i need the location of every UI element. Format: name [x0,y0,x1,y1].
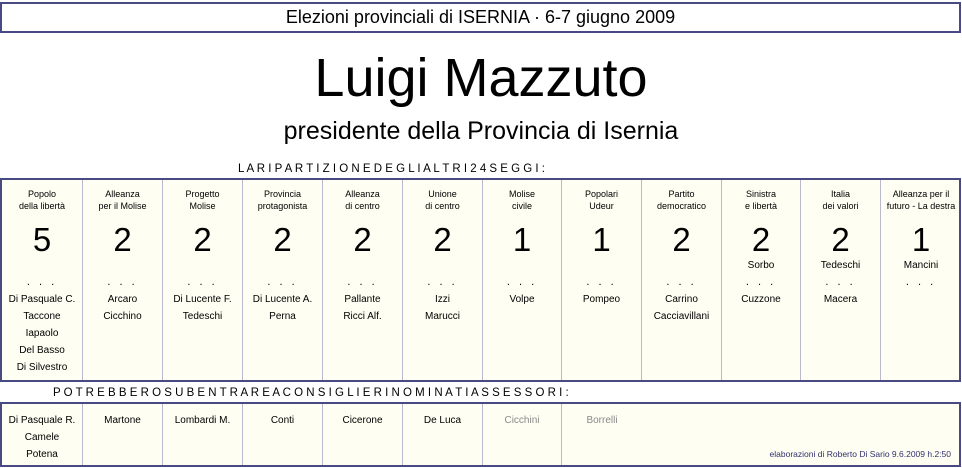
councillor-name: Arcaro [107,294,138,305]
party-name [243,188,322,212]
substitute-column [163,404,243,465]
party-column [403,180,483,380]
ellipsis-marker: . . . [905,276,937,288]
party-column [881,180,961,380]
substitute-list [2,412,82,463]
party-column [2,180,83,380]
substitute-list [163,412,242,429]
ellipsis-marker: . . . [187,276,218,288]
councillor-name: Izzi [435,294,450,305]
substitute-column [323,404,403,465]
party-name-line: dei valori [822,201,859,211]
substitutes-heading: P O T R E B B E R O S U B E N T R A R E A C O N S I G L I E R I N O M I N A T I A S S E S S O R I : [53,387,569,399]
councillor-list [801,257,880,308]
councillor-name: Del Basso [19,345,65,356]
party-name-line: Molise [189,201,216,211]
councillor-name: Di Pasquale C. [8,294,76,305]
party-name-line: protagonista [257,201,308,211]
party-name [881,188,961,212]
substitute-name: Di Pasquale R. [8,415,76,426]
substitute-column [562,404,642,465]
councillor-name: Volpe [509,294,535,305]
header-banner [0,2,961,33]
councillor-list [243,274,322,325]
councillor-name: Pallante [344,294,381,305]
substitute-name: Martone [104,415,141,426]
councillor-name: Macera [823,294,858,305]
party-column [243,180,323,380]
councillor-list [562,274,641,308]
ellipsis-marker: . . . [26,276,58,288]
party-name [801,188,880,212]
councillor-name: Taccone [23,311,61,322]
councillor-name: Pompeo [582,294,621,305]
party-name-line: Unione [428,189,457,199]
seat-count: 2 [113,221,132,258]
seat-count: 2 [353,221,372,258]
councillor-name: Cicchino [103,311,142,322]
party-column [801,180,881,380]
party-name-line: per il Molise [98,201,147,211]
party-name-line: Alleanza [105,189,140,199]
councillor-list [881,257,961,291]
party-name-line: della libertà [18,201,66,211]
seat-count: 2 [672,221,691,258]
president-role: presidente della Provincia di Isernia [283,117,679,145]
party-name [483,188,561,212]
party-name-line: democratico [656,201,707,211]
party-column [562,180,642,380]
substitute-list [243,412,322,429]
councillor-list [483,274,561,308]
councillor-list [403,274,482,325]
councillor-name: Tedeschi [820,260,861,271]
substitutes-table [0,402,961,467]
seat-count: 2 [273,221,292,258]
president-name: Luigi Mazzuto [314,48,648,108]
party-name-line: civile [511,201,532,211]
seat-count: 1 [592,221,611,258]
party-name [323,188,402,212]
party-name [642,188,721,212]
party-column [483,180,562,380]
councillor-name: Cacciavillani [653,311,710,322]
seat-count: 2 [193,221,212,258]
substitute-list [562,412,642,429]
party-column [722,180,801,380]
councillor-list [83,274,162,325]
ellipsis-marker: . . . [666,276,697,288]
ellipsis-marker: . . . [267,276,298,288]
councillor-list [722,257,800,308]
party-name [722,188,800,212]
substitute-column [403,404,483,465]
councillor-list [2,274,82,376]
party-name [163,188,242,212]
party-name-line: di centro [345,201,380,211]
party-column [163,180,243,380]
ellipsis-marker: . . . [825,276,856,288]
substitute-list [483,412,561,429]
party-name-line: Provincia [263,189,301,199]
party-name-line: Popolari [584,189,619,199]
seats-heading: L A R I P A R T I Z I O N E D E G L I A L T R I 2 4 S E G G I : [238,163,546,175]
councillor-name: Di Silvestro [16,362,68,373]
party-name-line: Udeur [589,201,614,211]
substitute-name: Cicchini [504,415,540,426]
party-name-line: e libertà [744,201,778,211]
seat-count: 1 [512,221,532,258]
party-name-line: di centro [425,201,460,211]
ellipsis-marker: . . . [745,276,777,288]
councillor-list [163,274,242,325]
substitute-list [323,412,402,429]
councillor-name: Marucci [424,311,460,322]
party-name [403,188,482,212]
substitute-name: Camele [24,432,60,443]
party-name [2,188,82,212]
election-title: Elezioni provinciali di ISERNIA · 6-7 giugno 2009 [285,7,676,27]
substitute-list [83,412,162,429]
party-column [642,180,722,380]
substitute-column [83,404,163,465]
substitute-column [2,404,83,465]
party-name-line: Progetto [185,189,220,199]
party-name-line: Popolo [27,189,57,199]
councillor-name: Cuzzone [741,294,781,305]
ellipsis-marker: . . . [347,276,378,288]
councillor-name: Ricci Alf. [343,311,382,322]
councillor-name: Carrino [665,294,698,305]
party-name-line: Sinistra [745,189,776,199]
ellipsis-marker: . . . [506,276,538,288]
party-name-line: futuro - La destra [886,201,956,211]
seats-table [0,178,961,382]
ellipsis-marker: . . . [107,276,138,288]
councillor-name: Perna [269,311,296,322]
substitute-column [243,404,323,465]
party-column [83,180,163,380]
councillor-list [323,274,402,325]
substitute-name: Borrelli [586,415,618,426]
party-column [323,180,403,380]
party-name-line: Alleanza [345,189,380,199]
seat-count: 2 [831,221,850,258]
party-name-line: Italia [830,189,850,199]
party-name [562,188,641,212]
councillor-name: Di Lucente F. [173,294,232,305]
substitute-column [483,404,562,465]
substitute-name: Cicerone [342,415,383,426]
substitute-name: Lombardi M. [174,415,231,426]
substitute-name: De Luca [423,415,462,426]
ellipsis-marker: . . . [586,276,617,288]
substitute-list [403,412,482,429]
party-name-line: Molise [508,189,535,199]
councillor-list [642,274,721,325]
party-name-line: Partito [668,189,695,199]
seat-count: 5 [32,221,52,258]
party-name [83,188,162,212]
party-name-line: Alleanza per il [892,189,950,199]
councillor-name: Sorbo [747,260,775,271]
ellipsis-marker: . . . [427,276,458,288]
seat-count: 2 [751,221,771,258]
councillor-name: Mancini [903,260,939,271]
substitute-name: Potena [26,449,58,460]
councillor-name: Di Lucente A. [252,294,313,305]
councillor-name: Tedeschi [182,311,223,322]
seat-count: 2 [433,221,452,258]
substitute-name: Conti [270,415,295,426]
councillor-name: Iapaolo [25,328,59,339]
seat-count: 1 [911,221,931,258]
credits: elaborazioni di Roberto Di Sario 9.6.2009 h.2:50 [769,449,951,459]
